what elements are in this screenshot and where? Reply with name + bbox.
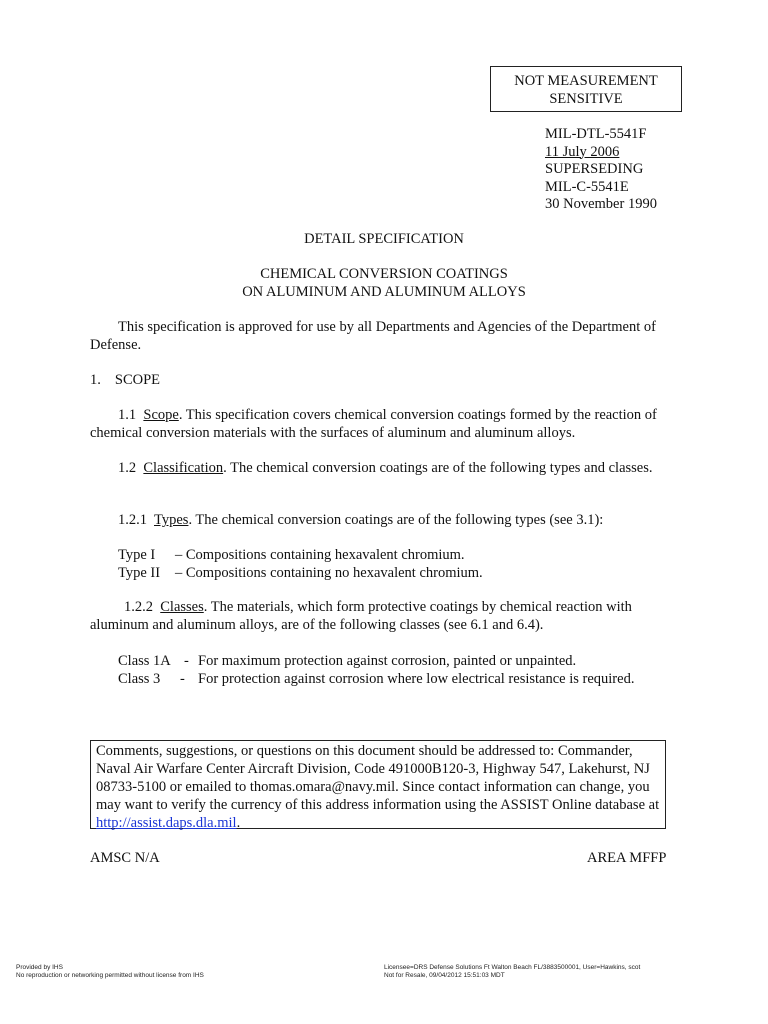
measurement-line-1: NOT MEASUREMENT bbox=[514, 73, 658, 89]
superseding-label: SUPERSEDING bbox=[545, 161, 644, 177]
footer-licensee: Licensee=DRS Defense Solutions Ft Walton Beach FL/3883500001, User=Hawkins, scot Not for Resale, 09/04/2012 15:51:03 MDT bbox=[384, 964, 641, 979]
paragraph-1-2-1: 1.2.1 Types. The chemical conversion coatings are of the following types (see 3.1): bbox=[118, 512, 604, 528]
list-item: Class 3 - For protection against corrosion where low electrical resistance is required. bbox=[118, 670, 635, 687]
amsc-label: AMSC N/A bbox=[90, 850, 160, 866]
list-item: Type II – Compositions containing no hexavalent chromium. bbox=[118, 564, 483, 581]
section-1-number: 1. bbox=[90, 372, 101, 388]
paragraph-1-1-title: Scope bbox=[143, 407, 179, 423]
measurement-sensitivity-box bbox=[490, 66, 682, 112]
paragraph-1-1: 1.1 Scope. This specification covers chemical conversion coatings formed by the reaction of chemical conversion materials with the surfaces of aluminum and aluminum alloys. bbox=[90, 407, 657, 441]
document-date: 11 July 2006 bbox=[545, 143, 620, 160]
measurement-line-2: SENSITIVE bbox=[549, 91, 623, 107]
document-title-line-1: CHEMICAL CONVERSION COATINGS bbox=[260, 266, 508, 282]
paragraph-1-2-2-title: Classes bbox=[160, 599, 204, 615]
footer-provider: Provided by IHS No reproduction or networking permitted without license from IHS bbox=[16, 964, 204, 979]
section-1-title: SCOPE bbox=[114, 372, 161, 388]
superseded-document-number: MIL-C-5541E bbox=[545, 178, 629, 195]
class-list bbox=[118, 653, 634, 688]
paragraph-1-2-2: 1.2.2 Classes. The materials, which form protective coatings by chemical reaction with aluminum and aluminum alloys, are of the following classes (see 6.1 and 6.4). bbox=[90, 599, 632, 633]
section-1-heading bbox=[90, 372, 160, 390]
paragraph-1-2: 1.2 Classification. The chemical conversion coatings are of the following types and classes. bbox=[118, 460, 653, 476]
document-number: MIL-DTL-5541F bbox=[545, 126, 647, 142]
area-label: AREA MFFP bbox=[587, 850, 667, 866]
document-title-line-2: ON ALUMINUM AND ALUMINUM ALLOYS bbox=[242, 284, 526, 300]
list-item: Type I – Compositions containing hexavalent chromium. bbox=[118, 547, 465, 563]
specification-type-heading: DETAIL SPECIFICATION bbox=[304, 231, 464, 247]
type-list bbox=[118, 547, 483, 582]
list-item: Class 1A - For maximum protection against corrosion, painted or unpainted. bbox=[118, 653, 577, 669]
approval-statement: This specification is approved for use by all Departments and Agencies of the Department of Defense. bbox=[90, 319, 656, 353]
document-identifier-block bbox=[545, 126, 657, 214]
paragraph-1-2-1-title: Types bbox=[154, 512, 189, 528]
assist-online-link[interactable]: http://assist.daps.dla.mil bbox=[96, 815, 237, 831]
paragraph-1-2-title: Classification bbox=[143, 460, 224, 476]
superseded-document-date: 30 November 1990 bbox=[545, 196, 657, 212]
contact-information-box: Comments, suggestions, or questions on this document should be addressed to: Commander, Naval Air Warfare Center Aircraft Division, Code 491000B120-3, Highway 547, Lakehurst, NJ 08733-5100 or emailed to thomas.omara@navy.mil. Since contact information can change, you may want to verify the currency of this address information using the ASSIST Online database at http://assist.daps.dla.mil. bbox=[90, 740, 666, 829]
